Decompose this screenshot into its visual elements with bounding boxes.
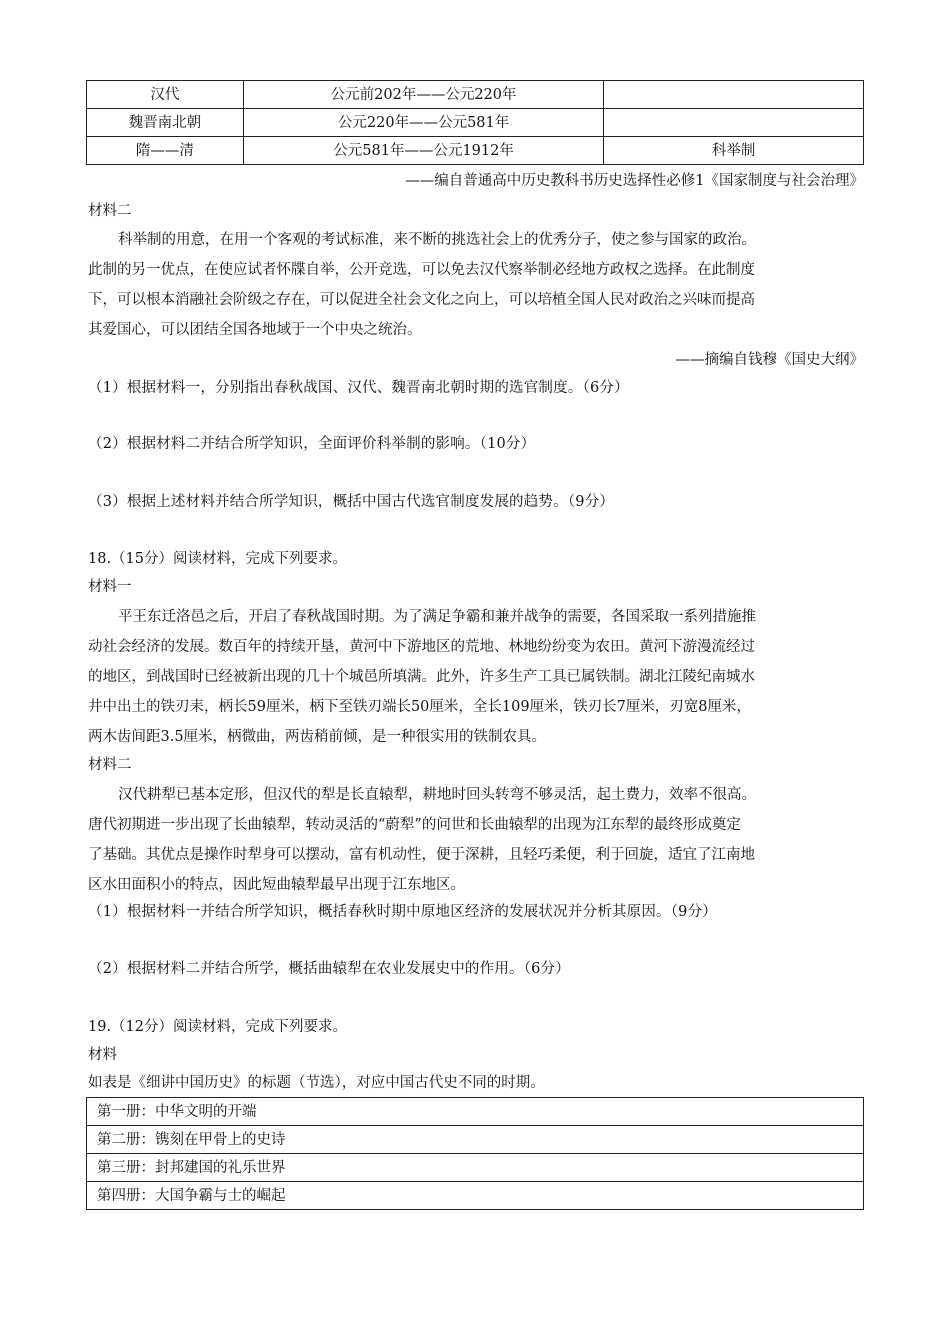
material-text-line: 此制的另一优点，在使应试者怀牒自举，公开竞选，可以免去汉代察举制必经地方政权之选择。在此制度 bbox=[88, 262, 755, 278]
material-text-line: 井中出土的铁刃耒，柄长59厘米，柄下至铁刃端长50厘米，全长109厘米，铁刃长7厘米，刃宽8厘米， bbox=[88, 699, 752, 715]
period-cell: 公元220年——公元581年 bbox=[243, 109, 604, 137]
table-row bbox=[87, 1098, 864, 1126]
book-titles-table bbox=[86, 1097, 864, 1210]
period-cell: 公元前202年——公元220年 bbox=[243, 81, 604, 109]
system-cell bbox=[604, 81, 864, 109]
material-text-line: 区水田面积小的特点，因此短曲辕犁最早出现于江东地区。 bbox=[88, 877, 465, 893]
system-cell bbox=[604, 109, 864, 137]
table-row bbox=[87, 1154, 864, 1182]
table-row bbox=[87, 137, 864, 165]
material-text-line: 下，可以根本消融社会阶级之存在，可以促进全社会文化之向上，可以培植全国人民对政治之兴味而提高 bbox=[88, 292, 755, 308]
question-17-3: （3）根据上述材料并结合所学知识，概括中国古代选官制度发展的趋势。（9分） bbox=[88, 494, 615, 510]
material-text-line: 动社会经济的发展。数百年的持续开垦，黄河中下游地区的荒地、林地纷纷变为农田。黄河下游漫流经过 bbox=[88, 639, 755, 655]
question-18-title: 18.（15分）阅读材料，完成下列要求。 bbox=[88, 551, 348, 567]
book-title-cell: 第一册：中华文明的开端 bbox=[87, 1098, 864, 1126]
question-17-1: （1）根据材料一，分别指出春秋战国、汉代、魏晋南北朝时期的选官制度。（6分） bbox=[88, 380, 629, 396]
table-source: ——编自普通高中历史教科书历史选择性必修1《国家制度与社会治理》 bbox=[405, 173, 864, 189]
dynasty-cell: 魏晋南北朝 bbox=[87, 109, 244, 137]
table-row bbox=[87, 1182, 864, 1210]
table-row bbox=[87, 109, 864, 137]
question-17-2: （2）根据材料二并结合所学知识，全面评价科举制的影响。（10分） bbox=[88, 436, 536, 452]
dynasty-cell: 隋——清 bbox=[87, 137, 244, 165]
material-label: 材料二 bbox=[88, 757, 132, 773]
book-title-cell: 第三册：封邦建国的礼乐世界 bbox=[87, 1154, 864, 1182]
dynasty-table bbox=[86, 80, 864, 165]
material-intro: 如表是《细讲中国历史》的标题（节选），对应中国古代史不同的时期。 bbox=[88, 1075, 545, 1091]
table-row bbox=[87, 81, 864, 109]
material-text-line: 的地区，到战国时已经被新出现的几十个城邑所填满。此外，许多生产工具已属铁制。湖北江陵纪南城水 bbox=[88, 669, 755, 685]
question-18-1: （1）根据材料一并结合所学知识，概括春秋时期中原地区经济的发展状况并分析其原因。（9分） bbox=[88, 904, 717, 920]
book-title-cell: 第四册：大国争霸与士的崛起 bbox=[87, 1182, 864, 1210]
material-text-line: 平王东迁洛邑之后，开启了春秋战国时期。为了满足争霸和兼并战争的需要，各国采取一系列措施推 bbox=[118, 609, 756, 625]
question-19-title: 19.（12分）阅读材料，完成下列要求。 bbox=[88, 1019, 348, 1035]
material-text-line: 汉代耕犁已基本定形，但汉代的犁是长直辕犁，耕地时回头转弯不够灵活，起土费力，效率不很高。 bbox=[118, 787, 756, 803]
material-text-line: 科举制的用意，在用一个客观的考试标准，来不断的挑选社会上的优秀分子，使之参与国家的政治。 bbox=[118, 232, 756, 248]
material-label: 材料一 bbox=[88, 579, 132, 595]
material-label: 材料二 bbox=[88, 203, 132, 219]
material-source: ——摘编自钱穆《国史大纲》 bbox=[675, 352, 864, 368]
material-text-line: 了基础。其优点是操作时犁身可以摆动，富有机动性，便于深耕，且轻巧柔便，利于回旋，适宜了江南地 bbox=[88, 847, 755, 863]
book-title-cell: 第二册：镌刻在甲骨上的史诗 bbox=[87, 1126, 864, 1154]
material-label: 材料 bbox=[88, 1047, 117, 1063]
material-text-line: 两木齿间距3.5厘米，柄微曲，两齿稍前倾，是一种很实用的铁制农具。 bbox=[88, 729, 547, 745]
question-18-2: （2）根据材料二并结合所学，概括曲辕犁在农业发展史中的作用。（6分） bbox=[88, 961, 570, 977]
material-text-line: 其爱国心，可以团结全国各地域于一个中央之统治。 bbox=[88, 322, 422, 338]
dynasty-cell: 汉代 bbox=[87, 81, 244, 109]
material-text-line: 唐代初期进一步出现了长曲辕犁，转动灵活的“蔚犁”的问世和长曲辕犁的出现为江东犁的最终形成奠定 bbox=[88, 817, 741, 833]
table-row bbox=[87, 1126, 864, 1154]
period-cell: 公元581年——公元1912年 bbox=[243, 137, 604, 165]
system-cell: 科举制 bbox=[604, 137, 864, 165]
